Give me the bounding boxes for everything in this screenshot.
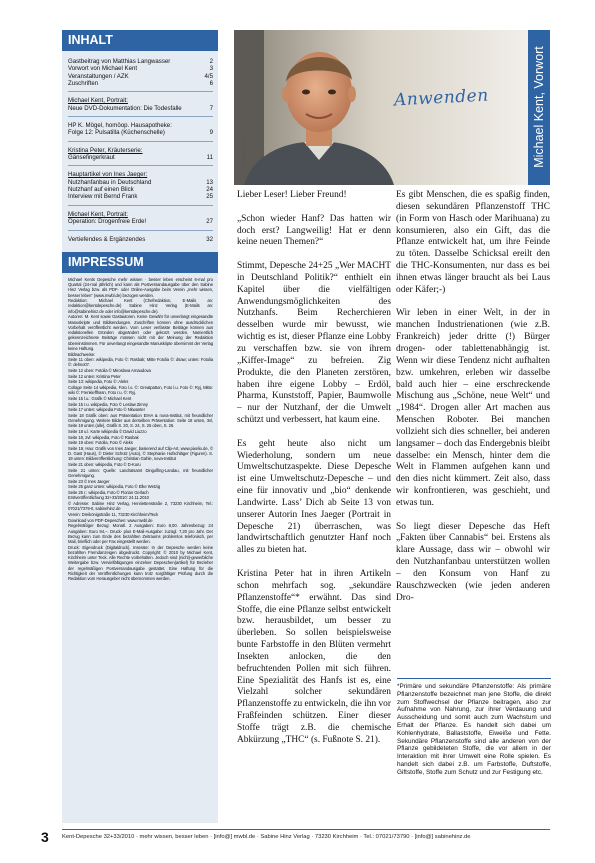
impressum-paragraph: Autoren: M. Kent sowie Gastautoren. Keine Gewähr für unverlangt eingesandte Manuskripte und Bildsendungen. Zuschriften können ohne ausdrücklichen Vorbehalt veröffentlicht werden. Vom Leser verfasste Beiträge können aus redaktionellen Gründen abgeändert oder gekürzt werden. Namentlich gekennzeichnete Beiträge müssen nicht mit der Meinung der Redaktion übereinstimmen. Für unverlangt eingesandte Manuskripte übernimmt der Verlag keine Haftung. — [68, 314, 213, 351]
toc-entry[interactable] — [68, 218, 213, 225]
author-photo — [234, 30, 546, 185]
toc-entry[interactable] — [68, 105, 213, 112]
impressum-paragraph: Seite 19, Hau: Grafik von Ines Jaeger, basierend auf Clip-Art, www.pixelio.de, © D. Gast (Haus), © Dieter Schütz (Auto), © Stephanie Hofschläger (Figuren). S. 19 unten: Bildveröffentlichung: Christian Gahle, nova-Institut — [68, 445, 213, 462]
toc-entry-page: 11 — [206, 154, 213, 162]
impressum-paragraph: Verein: Dreikönigstraße 11, 73230 Kirchheim/Teck — [68, 511, 159, 517]
impressum-paragraph: Seite 12 oben: Fotolia © Miroslava Arnaudova — [68, 368, 151, 374]
footnote: *Primäre und sekundäre Pflanzenstoffe: Als primäre Pflanzenstoffe bezeichnet man jene Stoffe, die direkt zum Stoffwechsel der Pflanze beitragen, also zur Aufnahme von Nahrung, zur ihrer Verdauung und Ausscheidung und somit auch zum Wachstum und Erhalt der Pflanze. Es handelt sich dabei um Kohlenhydrate, Ballaststoffe, Eiweiße und Fette. Sekundäre Pflanzenstoffe sind alle anderen von der Pflanze gebildeteten Stoffe, die vor allem in der Interaktion mit ihrer Umwelt eine Rolle spielen. Es handelt sich dabei z.B. um Farbstoffe, Duftstoffe, Giftstoffe, Stoffe zum Schutz und zur Festigung etc. — [397, 678, 551, 777]
impressum-heading: IMPRESSUM — [62, 252, 218, 273]
toc-group — [68, 211, 213, 231]
toc-entry-title: Vorwort von Michael Kent — [68, 65, 138, 73]
toc-entry-page: 4/5 — [204, 72, 213, 80]
impressum-paragraph: Seite 18 Grafik oben: aus Präsentation EIHA & nova-Institut, mit freundlicher Genehmigung. Weitere Bilder aus derselben Präsentation: Seite 18 unten, 3vl, Seite 19 unten (alle), Grafik S. 20, S. 24, S. 25 oben, S. 26. — [68, 412, 213, 429]
toc-group — [68, 122, 213, 142]
impressum-paragraph: Michael Kents Depesche mehr wissen · besser leben erscheint 6-mal pro Quartal (24-mal jährlich) und kann als Postversandausgabe über den Sabine Hinz Verlag bzw. als PDF- oder Online-Ausgabe beim Verein „mehr wissen, besser leben“ (www.mwbl.de) bezogen werden. — [68, 276, 213, 298]
toc-entry-page — [209, 122, 213, 129]
toc-entry[interactable] — [68, 122, 213, 129]
impressum-paragraph: Seite 13: wikipedia, Foto ©: Aleks — [68, 379, 129, 385]
impressum-paragraph: Seite 19 oben: Fotolia, Foto © Aleks — [68, 440, 133, 446]
impressum-paragraph: Regelmäßiger Bezug: Monatl. 2 Ausgaben: Euro 8,00. Jahresbezug: 24 Ausgaben: Euro 94,–. Druck- plus E-Mail-Ausgabe: zuzügl. 7,20 pro Jahr. Der Bezug kann zum Ende des bezahlten Zeitraums problemlos telefonisch, per Mail, brieflich oder per Fax eingestellt werden. — [68, 523, 213, 544]
inhalt-heading: INHALT — [62, 30, 218, 51]
toc-entry[interactable] — [68, 58, 213, 65]
toc-entry-page: 24 — [206, 186, 213, 194]
impressum-paragraph: Seite 12 unten: Kristina Peter — [68, 373, 121, 379]
impressum-paragraph: Seite 15 l.u.: Grafik © Michael Kent — [68, 395, 132, 401]
impressum-paragraph: Seite 15 r.u. wikipedia, Foto © Leslaw Zimny — [68, 401, 148, 407]
toc-entry[interactable] — [68, 65, 213, 72]
toc-entry-title: Interview mit Bernd Frank — [68, 193, 138, 201]
vorwort-title: Michael Kent, Vorwort — [532, 46, 546, 168]
article-paragraph: Lieber Leser! Lieber Freund! — [237, 190, 347, 200]
impressum-paragraph: Seite 21 unten: Quelle: Landratsamt Dingolfing-Landau, mit freundlicher Genehmigung. — [68, 467, 213, 478]
page-number: 3 — [41, 829, 49, 845]
impressum-body — [62, 273, 218, 582]
toc-entry-title: Nutzhanfanbau in Deutschland — [68, 178, 152, 186]
portrait-illustration — [234, 30, 546, 185]
toc-intro: Hauptartikel von Ines Jaeger: — [68, 171, 148, 179]
toc-entry-title: HP K. Mögel, homöop. Hausapotheke: — [68, 122, 172, 130]
impressum-paragraph: Seite 18, 2vl: wikipedia, Foto © Rasbak — [68, 434, 139, 440]
toc-entry[interactable] — [68, 154, 213, 161]
toc-entry-page: 13 — [206, 178, 213, 186]
toc-entry-title: Nutzhanf auf einen Blick — [68, 186, 134, 194]
article-column-1 — [237, 190, 391, 759]
toc-group — [68, 58, 213, 92]
impressum-paragraph: Redaktion: Michael Kent (Chefredaktion, E-Mails an: redaktion@kentdepesche.de) Sabine Hinz Verlag (E-Mails an: info@sabinehinz.de oder info@kentdepesche.de). — [68, 298, 213, 314]
toc-entry[interactable] — [68, 179, 213, 186]
toc-entry[interactable] — [68, 129, 213, 136]
toc-entry-page: 9 — [209, 129, 213, 137]
toc-entry-title: Neue DVD-Dokumentation: Die Todesfalle — [68, 104, 182, 112]
toc-entry-title: Folge 12: Pulsatilla (Küchenschelle) — [68, 129, 165, 137]
impressum-paragraph: Seite 17 unten: wikipedia Foto © Nkwanter — [68, 407, 145, 413]
toc-intro: Michael Kent, Portrait: — [68, 97, 128, 105]
article-paragraph: Wir leben in einer Welt, in der in manchen Industrienationen (wie z.B. Frankreich) jeder dritte (!) Bürger drogen- oder tablettenabhängig ist. Wenn wir diese Tendenz nicht aufhalten bzw. umkehren, erleben wir dasselbe bald auch hier – eine erschreckende Mischung aus „Schöne, neue Welt“ und „1984“. Drogen aller Art machen aus Menschen Roboter. Bei manchen vollzieht sich dies schneller, bei anderen langsamer – doch das Endergebnis bleibt dasselbe: ein Mensch, hinter dem die Welt in Flammen aufgehen kann und den dies nicht kümmert. Zeit also, dass wir konfrontieren, was geschieht, und etwas tun. — [396, 308, 550, 508]
article-paragraph: Es geht heute also nicht um Wiederholung, sondern um neue Umweltschutzaspekte. Diese Depesche ist eine Umweltschutz-Depesche – und eine für innovativ und „bio“ denkende Landwirte. Lass’ Dich ab Seite 13 von unserer Autorin Ines Jaeger (Portrait in Depesche 21) überraschen, was landwirtschaftlich genutzter Hanf noch alles zu bieten hat. — [237, 438, 391, 556]
toc-entry-title: Veranstaltungen / AZK — [68, 72, 129, 80]
article-paragraph: Es gibt Menschen, die es spaßig finden, diesen sekundären Pflanzenstoff THC (in Form von Hasch oder Marihuana) zu konsumieren, also ein Gift, das die Pflanze entwickelt hat, um ihre Feinde zu töten. Dasselbe Schicksal ereilt den die THC-Konsumenten, nur dass es bei ihnen etwas länger braucht als bei Laus oder Käfer;-) — [396, 190, 550, 295]
toc-entry[interactable] — [68, 236, 213, 243]
impressum-paragraph: Collage Seite 14 wikipedia, Foto l.o. ©: Greatpatton, Foto l.u. Foto ©: Ryj, Mitte: wiki ©: Frenkieffhasn, Foto r.u. ©: Ryj. — [68, 384, 213, 396]
toc-entry-title: Vertiefendes & Ergänzendes — [68, 235, 146, 243]
toc-entry[interactable] — [68, 73, 213, 80]
impressum-paragraph: Seite 21 oben: wikipedia, Foto © D-Kuru — [68, 461, 141, 467]
page-footer: Kent-Depesche 32+33/2010 · mehr wissen, besser leben · [info@] mwbl.de · Sabine Hinz Verlag · 73230 Kirchheim · Tel.: 07021/73790 · [info@] sabinehinz.de — [62, 829, 550, 840]
impressum-paragraph: Seite 18 u.l. Karte wikipedia © David Liuzzo — [68, 428, 147, 434]
article-column-2 — [396, 190, 550, 616]
toc-entry-page: 32 — [206, 235, 213, 243]
article-paragraph: Stimmt, Depesche 24+25 „Wer MACHT in Deutschland Politik?“ enthielt ein Kapitel über die vielfältigen Anwendungsmöglichkeiten des Nutzhanfs. Beim Recherchieren desselben wurde mir bewusst, wie wichtig es ist, dieser Pflanze eine Lobby zu verschaffen bzw. sie von ihrem „Kiffer-Image“ zu befreien. Zig Produkte, die den Planeten zerstören, haben ihre eigene Lobby – Erdöl, Pharma, Kunststoff, Papier, Baumwolle – nur der Nutzhanf, der die Umwelt schützt und verbessert, hat kaum eine. — [237, 261, 391, 426]
photo-credit: Michael Kent — [242, 141, 246, 162]
toc-group — [68, 97, 213, 117]
toc-entry-page: 7 — [209, 104, 213, 112]
impressum-paragraph: Seite 25 ganz unten: wikipedia, Foto © Elke Wetzig — [68, 484, 161, 490]
toc-entry-title: Gastbeitrag von Matthias Langwasser — [68, 58, 171, 65]
toc-group — [68, 236, 213, 247]
toc-entry[interactable] — [68, 193, 213, 200]
toc-entry-title: Operation: Drogenfreie Erde! — [68, 218, 147, 226]
article-paragraph: Kristina Peter hat in ihren Artikeln schon mehrfach sog. „sekundäre Pflanzenstoffe“* erwähnt. Das sind Stoffe, die eine Pflanze selbst entwickelt bzw. herausbildet, um besser zu überleben. So sollen beispielsweise bunte Farbstoffe in den Blüten vermehrt Insekten anlocken, die den befruchtenden Pollen mit sich führen. Eine Spezialität des Hanfs ist es, eine Vielzahl solcher sekundären Pflanzenstoffe zu entwickeln, die ihn vor Fraßfeinden schützen. Einer dieser Stoffe trägt z.B. die chemische Abkürzung „THC“ (s. Fußnote S. 21). — [237, 569, 391, 745]
sidebar — [62, 30, 218, 823]
toc-entry-page: 27 — [206, 218, 213, 226]
toc-entry[interactable] — [68, 186, 213, 193]
impressum-paragraph: Druck: Eigendruck (Digitaldruck). Inserate: In der Depesche werden keine bezahlten Fremdanzeigen abgedruckt. Copyright: © 2010 by Michael Kent, Kirchheim unter Teck. Alle Rechte vorbehalten. Jedoch sind (nicht)-gewerbliche Weitergabe bzw. Vervielfältigungen einzelner Depeschen(artikel) für Bezieher der regelmäßigen Postversandausgabe gestattet. Eine Haftung für die Richtigkeit der Veröffentlichungen kann trotz sorgfältiger Prüfung durch die Redaktion vom Herausgeber nicht übernommen werden. — [68, 544, 213, 582]
impressum-paragraph: Seite 25 r.: wikipedia, Foto © Florian Gerlach — [68, 489, 149, 495]
toc-group — [68, 147, 213, 167]
toc-entry-page: 6 — [209, 80, 213, 88]
toc-entry-title: Zuschriften — [68, 80, 99, 88]
table-of-contents — [62, 51, 218, 247]
toc-entry-page: 3 — [209, 65, 213, 73]
impressum-paragraph: Bildnachweise: — [68, 351, 96, 357]
toc-entry[interactable] — [68, 80, 213, 87]
article-paragraph: „Schon wieder Hanf? Das hatten wir doch erst? Langweilig! Hat er denn keine neuen Themen?“ — [237, 213, 391, 248]
toc-entry-title: Gänsefingerkraut — [68, 154, 115, 162]
impressum-paragraph: © Adresse: Sabine Hinz Verlag, Henriettenstraße 2, 73230 Kirchheim, Tel.: 07021/7379-0, sabinehinz.de — [68, 501, 213, 512]
impressum-paragraph: Download von PDF-Depeschen: www.mwbl.de — [68, 517, 153, 523]
article-paragraph: So liegt dieser Depesche das Heft „Fakten über Cannabis“ bei. Erstens als klare Aussage, dass wir – obwohl wir den Nutzhanfanbau unterstützen wollen – den Konsum von Hanf zu Rauschzwecken (wie jeden anderen Dro- — [396, 521, 550, 603]
impressum-paragraph: Erstveröffentlichung 32+33/2010: 24.11.2010 — [68, 495, 149, 501]
toc-entry-page: 2 — [209, 58, 213, 65]
toc-intro: Michael Kent, Portrait: — [68, 210, 128, 218]
toc-entry-page: 25 — [206, 193, 213, 201]
toc-group — [68, 171, 213, 205]
impressum-paragraph: Seite 11 oben: wikipedia, Foto ©: Rasbak; Mitte Fotolia ©: dsaw; unten: Fotolia ©: delmo07. — [68, 357, 213, 368]
anwenden-script-title: Anwenden — [393, 85, 490, 111]
toc-intro: Kristina Peter, Kräuterserie: — [68, 146, 143, 154]
impressum-paragraph: Seite 23 © Ines Jaeger — [68, 478, 110, 484]
